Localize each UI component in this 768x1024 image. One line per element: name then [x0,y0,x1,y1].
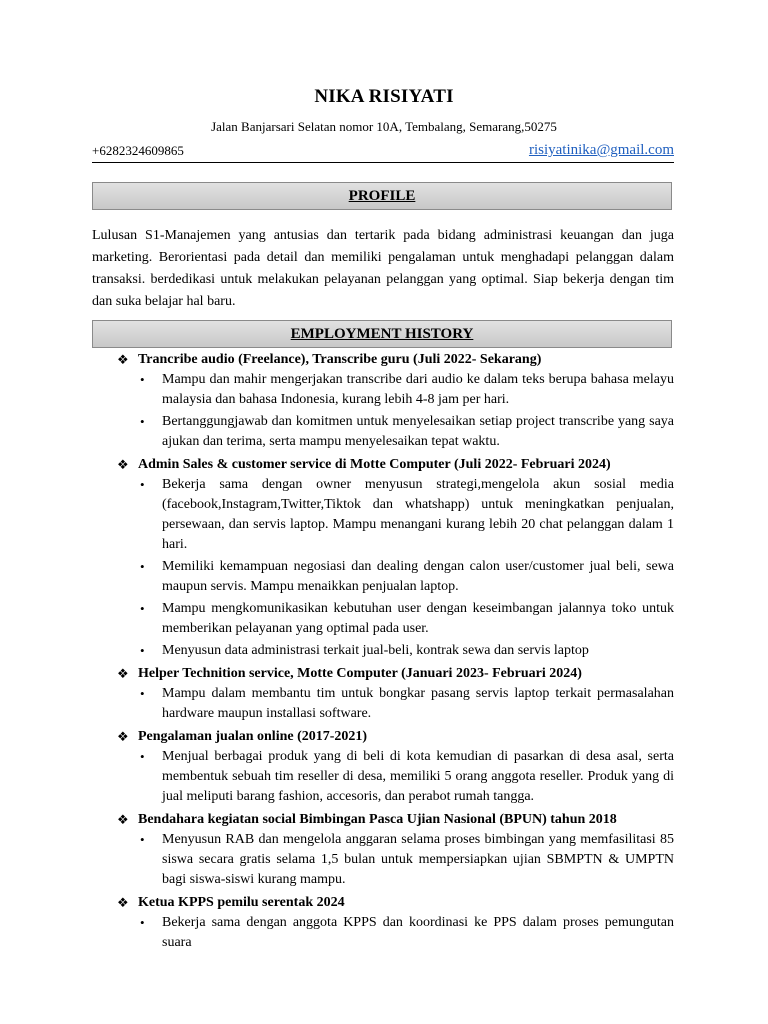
job-bullet [92,684,674,724]
job-entry [92,727,674,807]
job-bullet [92,370,674,410]
job-title [92,893,674,913]
job-bullet [92,830,674,890]
bullet-dot-icon: • [140,559,145,574]
job-title-text: Pengalaman jualan online (2017-2021) [138,729,368,744]
bullet-dot-icon: • [140,414,145,429]
job-bullet-text: Menyusun RAB dan mengelola anggaran selama proses bimbingan yang memfasilitasi 85 siswa secara gratis selama 1,5 bulan untuk mempersiapkan ujian SBMPTN & UMPTN bagi siswa-siswi kurang mampu. [162,832,674,887]
job-title [92,664,674,684]
profile-heading: PROFILE [92,182,672,210]
job-bullet [92,557,674,597]
job-bullet-text: Menjual berbagai produk yang di beli di kota kemudian di pasarkan di desa asal, serta membentuk sebuah tim reseller di desa, memiliki 5 orang anggota reseller. Produk yang di jual meliputi barang fashion, accesoris, dan perabot rumah tangga. [162,749,674,804]
job-bullet-text: Mampu dalam membantu tim untuk bongkar pasang servis laptop terkait permasalahan hardware maupun installasi software. [162,686,674,721]
job-entry [92,455,674,661]
employment-heading: EMPLOYMENT HISTORY [92,320,672,348]
job-title-text: Helper Technition service, Motte Computer (Januari 2023- Februari 2024) [138,666,582,681]
employment-list [92,350,674,956]
email-link[interactable]: risiyatinika@gmail.com [528,142,674,158]
job-entry [92,350,674,452]
job-bullet-text: Bekerja sama dengan anggota KPPS dan koordinasi ke PPS dalam proses pemungutan suara [162,915,674,950]
bullet-dot-icon: • [140,686,145,701]
job-bullet [92,412,674,452]
phone-number: +6282324609865 [92,143,184,158]
diamond-bullet-icon: ❖ [117,352,129,367]
job-entry [92,664,674,724]
diamond-bullet-icon: ❖ [117,666,129,681]
address: Jalan Banjarsari Selatan nomor 10A, Tembalang, Semarang,50275 [211,119,557,134]
diamond-bullet-icon: ❖ [117,812,129,827]
contact-row [92,140,674,162]
bullet-dot-icon: • [140,643,145,658]
job-title-text: Ketua KPPS pemilu serentak 2024 [138,895,345,910]
job-bullet [92,599,674,639]
diamond-bullet-icon: ❖ [117,457,129,472]
job-bullet [92,747,674,807]
job-bullet-list [92,747,674,807]
job-bullet-list [92,830,674,890]
job-bullet-text: Bertanggungjawab dan komitmen untuk menyelesaikan setiap project transcribe yang saya ajukan dan terima, serta mampu menyelesaikan tepat waktu. [162,414,674,449]
job-bullet-text: Bekerja sama dengan owner menyusun strategi,mengelola akun sosial media (facebook,Instagram,Twitter,Tiktok dan whatshapp) untuk meningkatkan penjualan, persewaan, dan servis laptop. Mampu menangani kurang lebih 20 chat pelanggan dalam 1 hari. [162,477,674,552]
bullet-dot-icon: • [140,477,145,492]
job-title-text: Bendahara kegiatan social Bimbingan Pasca Ujian Nasional (BPUN) tahun 2018 [138,812,617,827]
job-entry [92,810,674,890]
job-title [92,455,674,475]
job-bullet-text: Mampu dan mahir mengerjakan transcribe dari audio ke dalam teks berupa bahasa melayu malaysia dan bahasa Indonesia, kurang lebih 4-8 jam per hari. [162,372,674,407]
job-bullet-text: Memiliki kemampuan negosiasi dan dealing dengan calon user/customer jual beli, sewa maupun servis. Mampu menaikkan penjualan laptop. [162,559,674,594]
job-bullet-list [92,475,674,661]
job-title [92,727,674,747]
profile-text: Lulusan S1-Manajemen yang antusias dan tertarik pada bidang administrasi keuangan dan juga marketing. Berorientasi pada detail dan memiliki pengalaman untuk menghadapi pelanggan dalam transaksi. berdedikasi untuk melakukan pelayanan pelanggan yang optimal. Siap bekerja dengan tim dan suka belajar hal baru. [92,228,674,309]
job-bullet-list [92,913,674,953]
job-bullet-text: Menyusun data administrasi terkait jual-beli, kontrak sewa dan servis laptop [162,643,589,658]
job-bullet [92,913,674,953]
job-title-text: Trancribe audio (Freelance), Transcribe guru (Juli 2022- Sekarang) [138,352,542,367]
bullet-dot-icon: • [140,832,145,847]
job-bullet [92,475,674,555]
job-title [92,810,674,830]
bullet-dot-icon: • [140,915,145,930]
job-title [92,350,674,370]
bullet-dot-icon: • [140,749,145,764]
job-bullet-list [92,684,674,724]
job-bullet [92,641,674,661]
bullet-dot-icon: • [140,601,145,616]
diamond-bullet-icon: ❖ [117,729,129,744]
job-entry [92,893,674,953]
diamond-bullet-icon: ❖ [117,895,129,910]
bullet-dot-icon: • [140,372,145,387]
job-title-text: Admin Sales & customer service di Motte Computer (Juli 2022- Februari 2024) [138,457,611,472]
header-divider [92,162,674,163]
job-bullet-list [92,370,674,452]
candidate-name: NIKA RISIYATI [314,86,454,107]
job-bullet-text: Mampu mengkomunikasikan kebutuhan user dengan keseimbangan jalannya toko untuk memberikan pelayanan yang optimal pada user. [162,601,674,636]
